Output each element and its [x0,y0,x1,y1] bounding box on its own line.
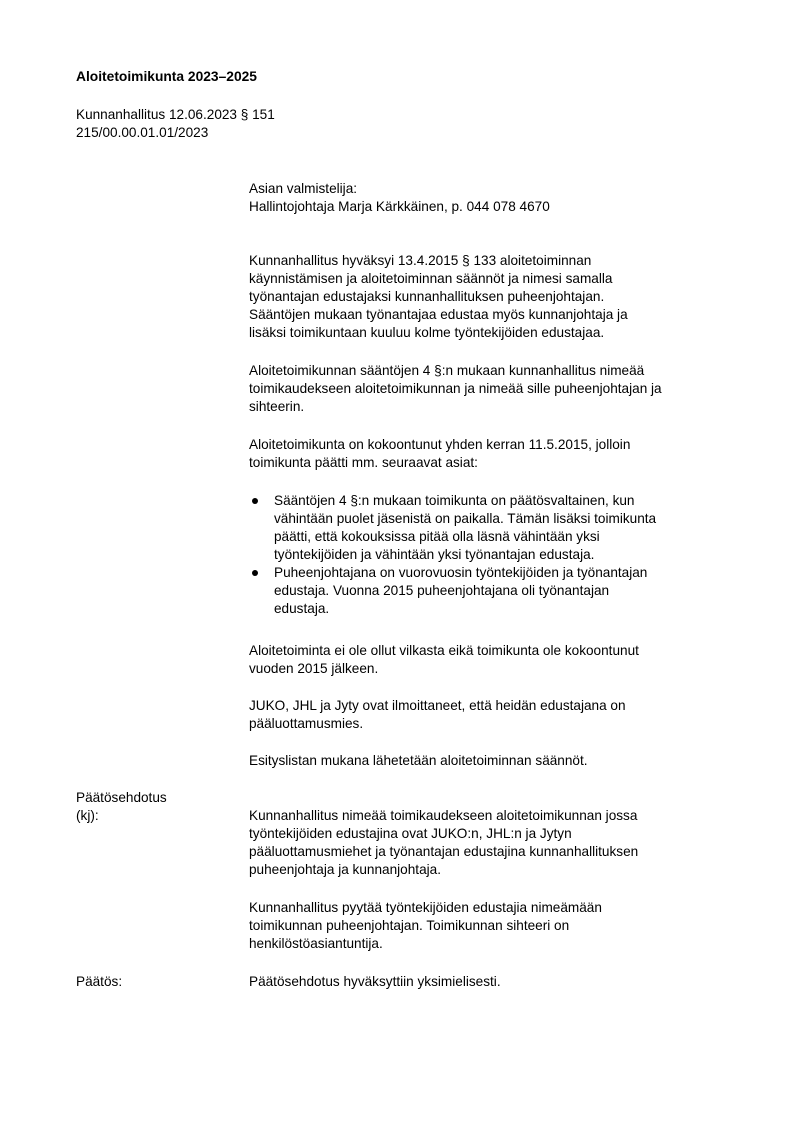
text-line: edustaja. Vuonna 2015 puheenjohtajana oli työnantajan [274,583,610,598]
bullet-dot-icon [252,498,258,504]
text-line: toimikunta päätti mm. seuraavat asiat: [249,455,478,470]
text-line: työnantajan edustajaksi kunnanhallituksen puheenjohtajan. [249,289,605,304]
background-paragraph-4 [249,642,749,678]
text-line: Kunnanhallitus nimeää toimikaudekseen aloitetoimikunnan jossa [249,808,638,823]
text-line: Sääntöjen mukaan työnantajaa edustaa myös kunnanjohtaja ja [249,307,628,322]
text-line: vähintään puolet jäsenistä on paikalla. Tämän lisäksi toimikunta [274,511,657,526]
decision-label: Päätös: [76,974,123,989]
background-paragraph-6 [249,752,749,770]
text-line: pääluottamusmies. [249,716,364,731]
text-line: päätti, että kokouksissa pitää olla läsnä vähintään yksi [274,529,600,544]
proposal-label-author: (kj): [76,808,99,823]
text-line: pääluottamusmiehet ja työnantajan edustajina kunnanhallituksen [249,844,639,859]
preparer-block [249,180,749,216]
text-line: Aloitetoimikunta on kokoontunut yhden kerran 11.5.2015, jolloin [249,437,631,452]
preparer-label: Asian valmistelija: [249,181,358,196]
text-line: käynnistämisen ja aloitetoiminnan säännöt ja nimesi samalla [249,271,613,286]
text-line: JUKO, JHL ja Jyty ovat ilmoittaneet, että heidän edustajana on [249,698,626,713]
text-line: henkilöstöasiantuntija. [249,936,383,951]
text-line: edustaja. [274,601,330,616]
record-number: 215/00.00.01.01/2023 [76,125,209,140]
text-line: työntekijöiden ja vähintään yksi työnantajan edustaja. [274,547,595,562]
background-paragraph-3 [249,436,749,472]
text-line: toimikunnan puheenjohtajan. Toimikunnan sihteeri on [249,918,570,933]
text-line: Kunnanhallitus pyytää työntekijöiden edustajia nimeämään [249,900,602,915]
bullet-dot-icon [252,570,258,576]
text-line: Puheenjohtajana on vuorovuosin työntekijöiden ja työnantajan [274,565,648,580]
text-line: vuoden 2015 jälkeen. [249,661,379,676]
text-line: toimikaudekseen aloitetoimikunnan ja nimeää sille puheenjohtajan ja [249,381,662,396]
background-paragraph-5 [249,697,749,733]
proposal-label: Päätösehdotus [76,790,167,805]
proposal-paragraph-1 [249,807,749,879]
document-title: Aloitetoimikunta 2023–2025 [76,69,257,84]
text-line: Aloitetoiminta ei ole ollut vilkasta eikä toimikunta ole kokoontunut [249,643,639,658]
text-line: Kunnanhallitus hyväksyi 13.4.2015 § 133 aloitetoiminnan [249,253,592,268]
preparer-person: Hallintojohtaja Marja Kärkkäinen, p. 044 078 4670 [249,199,550,214]
text-line: lisäksi toimikuntaan kuuluu kolme työntekijöiden edustajaa. [249,325,605,340]
text-line: Sääntöjen 4 §:n mukaan toimikunta on päätösvaltainen, kun [274,493,635,508]
background-paragraph-1 [249,252,749,342]
bullet-item [249,492,749,564]
meeting-line: Kunnanhallitus 12.06.2023 § 151 [76,107,275,122]
text-line: työntekijöiden edustajina ovat JUKO:n, JHL:n ja Jytyn [249,826,572,841]
text-line: puheenjohtaja ja kunnanjohtaja. [249,862,441,877]
text-line: sihteerin. [249,399,305,414]
decision-bullet-list [249,492,749,618]
decision-text: Päätösehdotus hyväksyttiin yksimielisesti. [249,974,501,989]
background-paragraph-2 [249,362,749,416]
bullet-item [249,564,749,618]
proposal-paragraph-2 [249,899,749,953]
text-line: Esityslistan mukana lähetetään aloitetoiminnan säännöt. [249,753,588,768]
decision-text-block [249,973,749,991]
text-line: Aloitetoimikunnan sääntöjen 4 §:n mukaan kunnanhallitus nimeää [249,363,645,378]
